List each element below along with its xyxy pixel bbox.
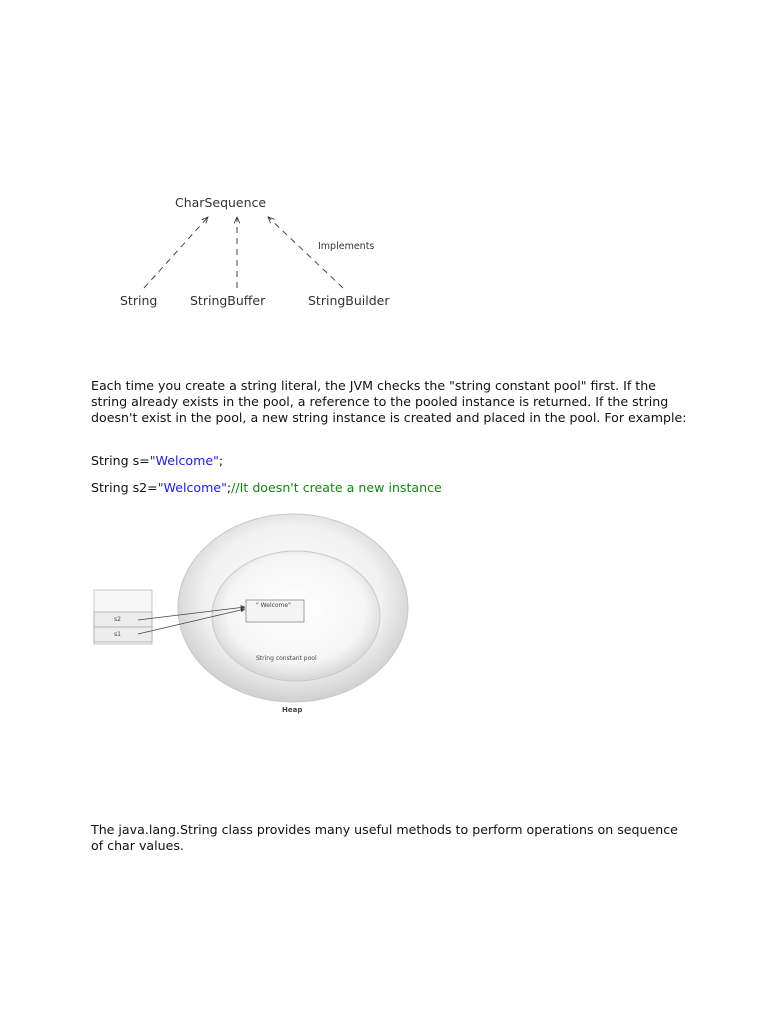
arrow-string [144,217,208,288]
stringbuffer-class-label: StringBuffer [190,293,266,308]
code-comment: //It doesn't create a new instance [231,480,442,495]
string-pool-paragraph: Each time you create a string literal, the JVM checks the "string constant pool" first. If the string already exists in the pool, a reference to the pooled instance is returned. If the string doesn't exist in the pool, a new string instance is created and placed in the pool. For example: [91,378,687,425]
string-literal: "Welcome" [149,453,219,468]
heap-diagram [90,512,420,722]
stack-var-s2: s2 [114,616,121,623]
implements-label: Implements [318,241,375,252]
charsequence-hierarchy-diagram [110,190,420,310]
arrow-stringbuilder [268,217,343,288]
string-class-label: String [120,293,158,308]
string-methods-paragraph: The java.lang.String class provides many useful methods to perform operations on sequence of char values. [91,822,678,853]
stack-slot-s1 [94,627,152,642]
string-literal: "Welcome" [157,480,227,495]
stack-var-s1: s1 [114,631,121,638]
heap-diagram-graphic [90,512,420,722]
code-line-1: String s="Welcome"; [91,453,224,468]
heap-label: Heap [282,706,303,714]
stringbuilder-class-label: StringBuilder [308,293,390,308]
welcome-object-label: " Welcome" [256,602,291,609]
charsequence-label: CharSequence [175,195,267,210]
string-pool-label: String constant pool [256,655,317,662]
code-line-2: String s2="Welcome";//It doesn't create a new instance [91,480,442,495]
